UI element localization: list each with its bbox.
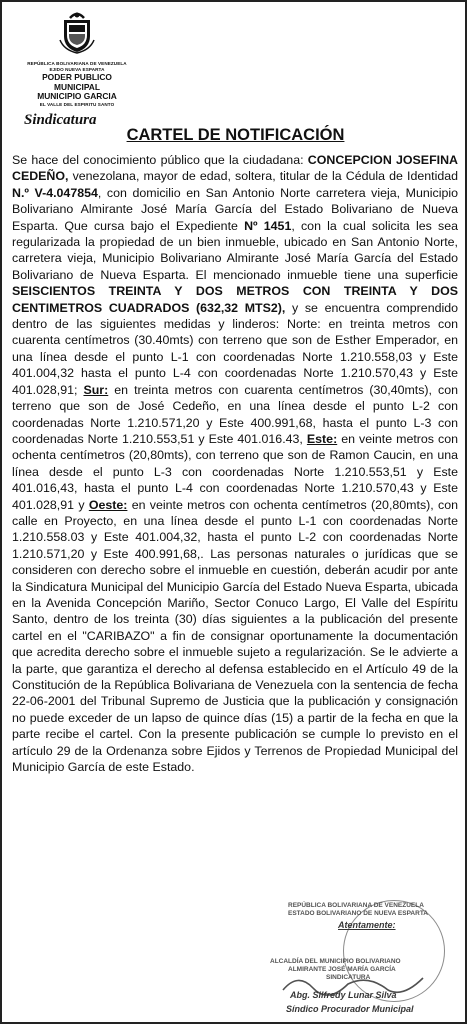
boundary-west: Oeste: xyxy=(88,497,128,512)
header-line: REPÚBLICA BOLIVARIANA DE VENEZUELA xyxy=(27,61,127,66)
signer-name: Abg. Silfredy Lunar Silva xyxy=(290,990,397,1000)
stamp-line: ALMIRANTE JOSÉ MARÍA GARCÍA xyxy=(288,966,396,973)
body-text: y se encuentra comprendido dentro de las siguientes medidas y linderos: Norte: en treinta metros con cuarenta centímetros (30.40mts) con terreno que son de Esther Emperador, en una línea desde el punto L-1 con coordenadas Norte 1.210.558,03 y Este 401.004,32 hasta el punto L-4 con coordenadas Norte 1.210.570,43 y Este 401.028,91; xyxy=(12,300,459,397)
body-text: en veinte metros con ochenta centímetros (20,80mts), con terreno que son de Ramon Caucin, en una línea desde el punto L-3 con coordenadas Norte 1.210.553,51 y Este 401.016,43, hasta el punto L-4 con coordenadas Norte 1.210.570,43 y Este 401.028,91 y xyxy=(12,431,458,512)
stamp-line: ALCALDÍA DEL MUNICIPIO BOLIVARIANO xyxy=(270,958,401,965)
stamp-line: SINDICATURA xyxy=(326,974,371,981)
header-line: EJIDO NUEVA ESPARTA xyxy=(49,67,105,72)
body-text: venezolana, mayor de edad, soltera, titular de la Cédula de Identidad xyxy=(68,169,458,184)
header-line: EL VALLE DEL ESPIRITU SANTO xyxy=(39,101,115,107)
official-stamp xyxy=(268,900,456,1022)
file-number: Nº 1451 xyxy=(244,218,292,233)
body-text: Se hace del conocimiento público que la ciudadana: xyxy=(12,153,308,167)
body-text: en veinte metros con ochenta centímetros (20,80mts), con calle en Proyecto, en una línea desde el punto L-1 con coordenadas Norte 1.210.558.03 y Este 401.004,32, hasta el punto L-2 con coordenadas Norte 1.210.571,20 y Este 400.991,68,. Las personas naturales o jurídicas que se consideren con derecho sobre el inmueble en cuestión, deberán acudir por ante la Sindicatura Municipal del Municipio García del Estado Nueva Esparta, ubicada en la Avenida Concepción Mariño, Sector Conuco Largo, El Valle del Espíritu Santo, dentro de los treinta (30) días siguientes a la publicación del presente cartel en el "CARIBAZO" a fin de consignar oportunamente la documentación que acredita derecho sobre el inmueble sujeto a regularización. Se le advierte a la parte, que garantiza el derecho al defensa establecido en el Artículo 49 de la Constitución de la República Bolivariana de Venezuela con la sentencia de fecha 22-06-2001 del Tribunal Supremo de Justicia que la publicación y consignación no puede exceder de un lapso de quince días (15) a partir de la fecha en que la parte recibe el cartel. Con la presente publicación se cumple lo previsto en el artículo 29 de la Ordenanza sobre Ejidos y Terrenos de Propiedad Municipal del Municipio García de este Estado. xyxy=(12,497,458,775)
body-text: en treinta metros con cuarenta centímetros (30,40mts), con terreno que son de José Cedeño, en una línea desde el punto L-2 con coordenadas Norte 1.210.571,20 y Este 400.991,68, hasta el punto L-3 con coordenadas Norte 1.210.553,51 y Este 401.016.43, xyxy=(12,382,458,446)
stamp-line: REPÚBLICA BOLIVARIANA DE VENEZUELA xyxy=(288,902,424,909)
notice-title: CARTEL DE NOTIFICACIÓN xyxy=(126,126,345,144)
header-line: MUNICIPIO GARCIA xyxy=(37,91,117,101)
coat-of-arms-icon xyxy=(58,10,96,54)
header-line: PODER PUBLICO MUNICIPAL xyxy=(42,72,112,92)
applicant-name: CONCEPCION JOSEFINA CEDEÑO, xyxy=(12,153,458,184)
closing-text: Atentamente: xyxy=(338,920,396,930)
letterhead xyxy=(22,10,132,129)
stamp-line: ESTADO BOLIVARIANO DE NUEVA ESPARTA xyxy=(288,910,428,917)
boundary-south: Sur: xyxy=(83,382,109,397)
id-number: N.º V-4.047854 xyxy=(12,185,98,200)
body-text: , con la cual solicita les sea regularizada la propiedad de un bien inmueble, ubicado en San Antonio Norte, carretera vieja, Municipio Bolivariano Almirante José María García del Estado Bolivariano de Nueva Esparta. El mencionado inmueble tiene una superficie xyxy=(12,218,458,282)
notice-body xyxy=(12,152,458,775)
boundary-east: Este: xyxy=(306,431,338,446)
body-text: , con domicilio en San Antonio Norte carretera vieja, Municipio Bolivariano Almirante José María García del Estado Bolivariano de Nueva Esparta. Que cursa bajo el Expediente xyxy=(12,185,459,233)
sindicatura-label: Sindicatura xyxy=(24,111,97,128)
property-area: SEISCIENTOS TREINTA Y DOS METROS CON TREINTA Y DOS CENTIMETROS CUADRADOS (632,32 MTS2), xyxy=(12,284,458,315)
signer-role: Síndico Procurador Municipal xyxy=(286,1004,414,1014)
